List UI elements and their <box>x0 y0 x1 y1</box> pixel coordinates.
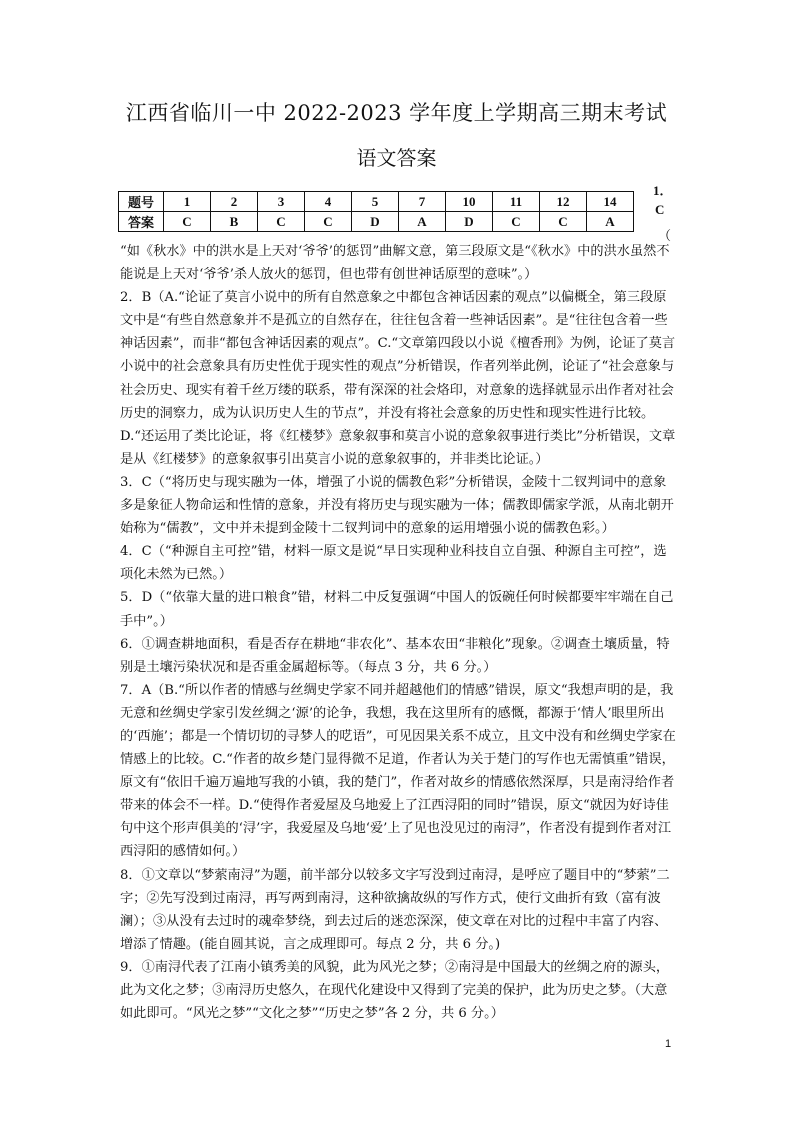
answer-paragraph: “如《秋水》中的洪水是上天对‘爷爷’的惩罚”曲解文意，第三段原文是“《秋水》中的洪水虽然不能说是上天对‘爷爷’杀人放火的惩罚，但也带有创世神话原型的意味”。） <box>120 244 670 283</box>
table-row <box>119 192 634 212</box>
answer-paragraph: 2．B（A.“论证了莫言小说中的所有自然意象之中都包含神话因素的观点”以偏概全，第三段原文中是“有些自然意象并不是孤立的自然存在，往往包含着一些神话因素”。是“往往包含着一些神话因素”，而非“都包含神话因素的观点”。C.“文章第四段以小说《檀香刑》为例，论证了莫言小说中的社会意象具有历史性优于现实性的观点”分析错误，作者列举此例，论证了“社会意象与社会历史、现实有着千丝万缕的联系，带有深深的社会烙印，对意象的选择就显示出作者对社会历史的洞察力，成为认识历史人生的节点”，并没有将社会意象的历史性和现实性进行比较。D.“还运用了类比论证，将《红楼梦》意象叙事和莫言小说的意象叙事进行类比”分析错误，文章是从《红楼梦》的意象叙事引出莫言小说的意象叙事的，并非类比论证。） <box>120 290 676 467</box>
answer-letter: A <box>587 212 634 232</box>
answer-table <box>118 191 634 232</box>
answer-paragraph: 9．①南浔代表了江南小镇秀美的风貌，此为风光之梦；②南浔是中国最大的丝绸之府的源头，此为文化之梦；③南浔历史悠久，在现代化建设中又得到了完美的保护，此为历史之梦。（大意如此即可。“风光之梦”“文化之梦”“历史之梦”各 2 分，共 6 分。） <box>120 959 670 1022</box>
question-number: 2 <box>211 192 258 212</box>
question-number: 5 <box>352 192 399 212</box>
answer-letter: C <box>493 212 540 232</box>
answer-paragraph: 7．A（B.“所以作者的情感与丝绸史学家不同并超越他们的情感”错误，原文“我想声明的是，我无意和丝绸史学家引发丝绸之‘源’的论争，我想，我在这里所有的感慨，都源于‘情人’眼里所出的‘西施’；都是一个情切切的寻梦人的呓语”，可见因果关系不成立，且文中没有和丝绸史学家在情感上的比较。C.“作者的故乡楚门显得微不足道，作者认为关于楚门的写作也无需慎重”错误，原文有“依旧千遍万遍地写我的小镇，我的楚门”，作者对故乡的情感依然深厚，只是南浔给作者带来的体会不一样。D.“使得作者爱屋及乌地爱上了江西浔阳的同时”错误，原文“就因为好诗佳句中这个形声俱美的‘浔’字，我爱屋及乌地‘爱’上了见也没见过的南浔”，作者没有提到作者对江西浔阳的感情如何。） <box>120 682 676 860</box>
question-number: 14 <box>587 192 634 212</box>
answer-letter: C <box>540 212 587 232</box>
answer-letter: D <box>446 212 493 232</box>
answer-letter: D <box>352 212 399 232</box>
page-title: 江西省临川一中 2022-2023 学年度上学期高三期末考试 <box>125 101 668 125</box>
answer-letter: C <box>305 212 352 232</box>
question-number: 1 <box>164 192 211 212</box>
answer-letter: C <box>164 212 211 232</box>
overflow-paren: （ <box>658 228 672 243</box>
overflow-answer-letter: C <box>655 202 665 217</box>
question-number: 10 <box>446 192 493 212</box>
answer-paragraph: 4．C（“种源自主可控”错，材料一原文是说“早日实现种业科技自立自强、种源自主可控”，选项化未然为已然。） <box>120 544 667 583</box>
answer-letter: B <box>211 212 258 232</box>
question-number: 7 <box>399 192 446 212</box>
question-number: 3 <box>258 192 305 212</box>
answer-paragraph: 8．①文章以“梦萦南浔”为题，前半部分以较多文字写没到过南浔，是呼应了题目中的“梦萦”二字；②先写没到过南浔，再写两到南浔，这种欲擒故纵的写作方式，使行文曲折有致（富有波澜）；③从没有去过时的魂牵梦绕，到去过后的迷恋深深，使文章在对比的过程中丰富了内容、增添了情趣。(能自圆其说，言之成理即可。每点 2 分，共 6 分。) <box>120 867 670 952</box>
answer-letter: C <box>258 212 305 232</box>
page-subtitle: 语文答案 <box>356 146 437 170</box>
overflow-question-number: 1． <box>653 183 673 198</box>
answer-letter: A <box>399 212 446 232</box>
answer-explanations <box>120 240 678 1025</box>
row-label-answer: 答案 <box>119 212 164 232</box>
question-number: 12 <box>540 192 587 212</box>
question-number: 4 <box>305 192 352 212</box>
answer-paragraph: 6．①调查耕地面积，看是否存在耕地“非农化”、基本农田“非粮化”现象。②调查土壤质量，特别是土壤污染状况和是否重金属超标等。（每点 3 分，共 6 分。） <box>120 636 670 675</box>
table-row <box>119 212 634 232</box>
question-number: 11 <box>493 192 540 212</box>
answer-paragraph: 5．D（“依靠大量的进口粮食”错，材料二中反复强调“中国人的饭碗任何时候都要牢牢端在自己手中”。） <box>120 590 674 629</box>
answer-paragraph: 3．C（“将历史与现实融为一体，增强了小说的儒教色彩”分析错误，金陵十二钗判词中的意象多是象征人物命运和性情的意象，并没有将历史与现实融为一体；儒教即儒家学派，从南北朝开始称为“儒教”，文中并未提到金陵十二钗判词中的意象的运用增强小说的儒教色彩。） <box>120 474 674 537</box>
page-number: 1 <box>665 1038 672 1050</box>
row-label-number: 题号 <box>119 192 164 212</box>
